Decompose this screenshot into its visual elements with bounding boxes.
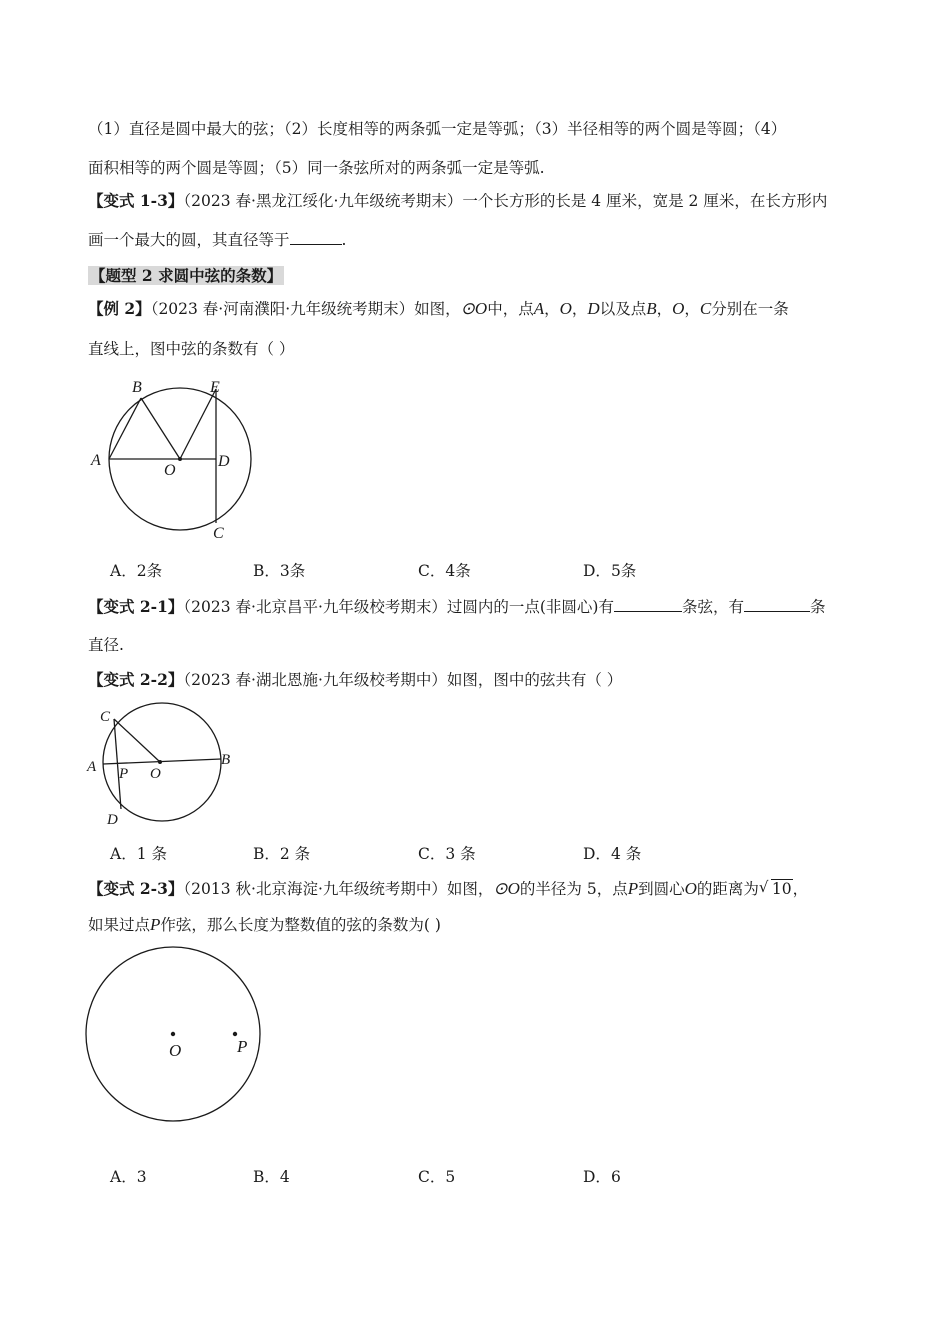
variant-2-3-figure xyxy=(84,946,264,1126)
option-value: 5条 xyxy=(610,562,637,580)
option-letter: D． xyxy=(583,1168,611,1186)
option-value: 3条 xyxy=(279,562,306,580)
option-letter: A． xyxy=(110,1168,137,1186)
label-a: A xyxy=(91,452,101,469)
sqrt-expression xyxy=(759,878,793,900)
variant-2-1-line-1 xyxy=(88,596,826,618)
variant-1-3-text-2: 画一个最大的圆，其直径等于 xyxy=(88,231,290,249)
option-letter: C． xyxy=(418,845,446,863)
intro-line-2: 面积相等的两个圆是等圆；（5）同一条弦所对的两条弧一定是等弧. xyxy=(88,159,545,177)
option-a[interactable] xyxy=(110,843,167,865)
option-letter: A． xyxy=(110,562,137,580)
option-value: 4 xyxy=(279,1168,290,1186)
sep: ， xyxy=(684,300,700,318)
example-2-figure xyxy=(88,372,268,544)
label-p: P xyxy=(237,1037,248,1056)
option-letter: B． xyxy=(253,562,280,580)
variant-2-2-tag: 【变式 2-2】 xyxy=(88,670,184,689)
label-e: E xyxy=(210,379,220,396)
text: ， xyxy=(792,880,809,898)
point-p: P xyxy=(627,879,639,898)
option-letter: D． xyxy=(583,845,611,863)
answer-blank-1[interactable] xyxy=(614,597,682,612)
option-a[interactable] xyxy=(110,560,162,582)
text: 的半径为 5，点 xyxy=(519,880,628,898)
point-p: P xyxy=(150,915,161,934)
circle-o-symbol: ⊙O xyxy=(460,299,488,318)
option-b[interactable] xyxy=(253,843,310,865)
sep: ， xyxy=(544,300,560,318)
option-c[interactable] xyxy=(418,560,471,582)
option-b[interactable] xyxy=(253,560,305,582)
option-value: 3 xyxy=(136,1168,147,1186)
option-d[interactable] xyxy=(583,1166,621,1188)
option-letter: A． xyxy=(110,845,137,863)
option-b[interactable] xyxy=(253,1166,290,1188)
example-2-line-2: 直线上，图中弦的条数有（ ） xyxy=(88,340,295,358)
example-2-line-1 xyxy=(88,298,789,320)
label-c: C xyxy=(100,709,111,725)
variant-1-3-line-2 xyxy=(88,229,346,251)
point-c: C xyxy=(699,299,712,318)
variant-2-2-figure xyxy=(84,702,244,826)
circle-o-symbol: ⊙O xyxy=(493,879,520,898)
example-2-tag: 【例 2】 xyxy=(88,299,151,318)
text: 分别在一条 xyxy=(711,300,789,318)
option-value: 1 条 xyxy=(136,845,167,863)
text: 中，点 xyxy=(487,300,534,318)
radical-sign-icon: √ xyxy=(758,878,769,896)
variant-2-2-line-1 xyxy=(88,669,622,691)
option-c[interactable] xyxy=(418,1166,455,1188)
variant-2-3-tag: 【变式 2-3】 xyxy=(88,879,184,898)
answer-blank[interactable] xyxy=(290,230,342,245)
label-o: O xyxy=(150,766,161,782)
variant-2-1-tag: 【变式 2-1】 xyxy=(88,597,184,616)
text: 到圆心 xyxy=(638,880,685,898)
option-a[interactable] xyxy=(110,1166,147,1188)
point-o: O xyxy=(559,299,572,318)
point-o: O xyxy=(672,299,685,318)
label-o: O xyxy=(164,462,176,479)
section-title: 【题型 2 求圆中弦的条数】 xyxy=(90,266,283,285)
option-value: 4 条 xyxy=(610,845,642,863)
option-letter: B． xyxy=(253,1168,280,1186)
label-d: D xyxy=(218,453,230,470)
period: . xyxy=(341,231,347,249)
option-d[interactable] xyxy=(583,843,641,865)
text: 作弦，那么长度为整数值的弦的条数为( ) xyxy=(160,916,441,934)
variant-2-3-text: （2013 秋·北京海淀·九年级统考期中）如图， xyxy=(183,880,494,898)
label-b: B xyxy=(132,379,142,396)
option-c[interactable] xyxy=(418,843,476,865)
label-d: D xyxy=(107,812,118,826)
answer-blank-2[interactable] xyxy=(744,597,810,612)
sep: ， xyxy=(571,300,588,318)
text: 条弦，有 xyxy=(681,598,744,616)
point-b: B xyxy=(646,299,657,318)
option-d[interactable] xyxy=(583,560,636,582)
label-b: B xyxy=(221,752,231,768)
point-o: O xyxy=(684,879,697,898)
option-letter: B． xyxy=(253,845,280,863)
example-2-text: （2023 春·河南濮阳·九年级统考期末）如图， xyxy=(150,300,461,318)
variant-1-3-text: （2023 春·黑龙江绥化·九年级统考期末）一个长方形的长是 4 厘米，宽是 2 厘米，在长方形内 xyxy=(183,192,828,210)
section-heading xyxy=(88,265,284,287)
variant-2-1-line-2: 直径. xyxy=(88,636,124,654)
point-a: A xyxy=(533,299,545,318)
text: 如果过点 xyxy=(88,916,151,934)
variant-1-3-tag: 【变式 1-3】 xyxy=(88,191,184,210)
text: 以及点 xyxy=(599,300,647,318)
variant-2-3-line-2 xyxy=(88,914,441,936)
option-value: 5 xyxy=(445,1168,456,1186)
text: 条 xyxy=(810,598,826,616)
label-a: A xyxy=(87,759,97,775)
label-c: C xyxy=(213,525,224,542)
radicand: 10 xyxy=(771,880,792,898)
option-value: 3 条 xyxy=(445,845,476,863)
sep: ， xyxy=(656,300,673,318)
option-letter: D． xyxy=(583,562,611,580)
option-value: 2条 xyxy=(136,562,163,580)
variant-1-3-line-1 xyxy=(88,190,827,212)
option-value: 4条 xyxy=(445,562,471,580)
option-letter: C． xyxy=(418,562,446,580)
variant-2-1-text: （2023 春·北京昌平·九年级校考期末）过圆内的一点(非圆心)有 xyxy=(183,598,614,616)
variant-2-2-text: （2023 春·湖北恩施·九年级校考期中）如图，图中的弦共有（ ） xyxy=(183,671,623,689)
variant-2-3-line-1 xyxy=(88,878,808,900)
point-d: D xyxy=(587,299,600,318)
intro-line-1: （1）直径是圆中最大的弦；（2）长度相等的两条弧一定是等弧；（3）半径相等的两个圆是等圆；（4） xyxy=(88,120,787,138)
label-o: O xyxy=(169,1041,182,1060)
label-p: P xyxy=(119,766,129,782)
option-value: 2 条 xyxy=(279,845,311,863)
text: 的距离为 xyxy=(696,880,759,898)
option-letter: C． xyxy=(418,1168,446,1186)
option-value: 6 xyxy=(610,1168,621,1186)
